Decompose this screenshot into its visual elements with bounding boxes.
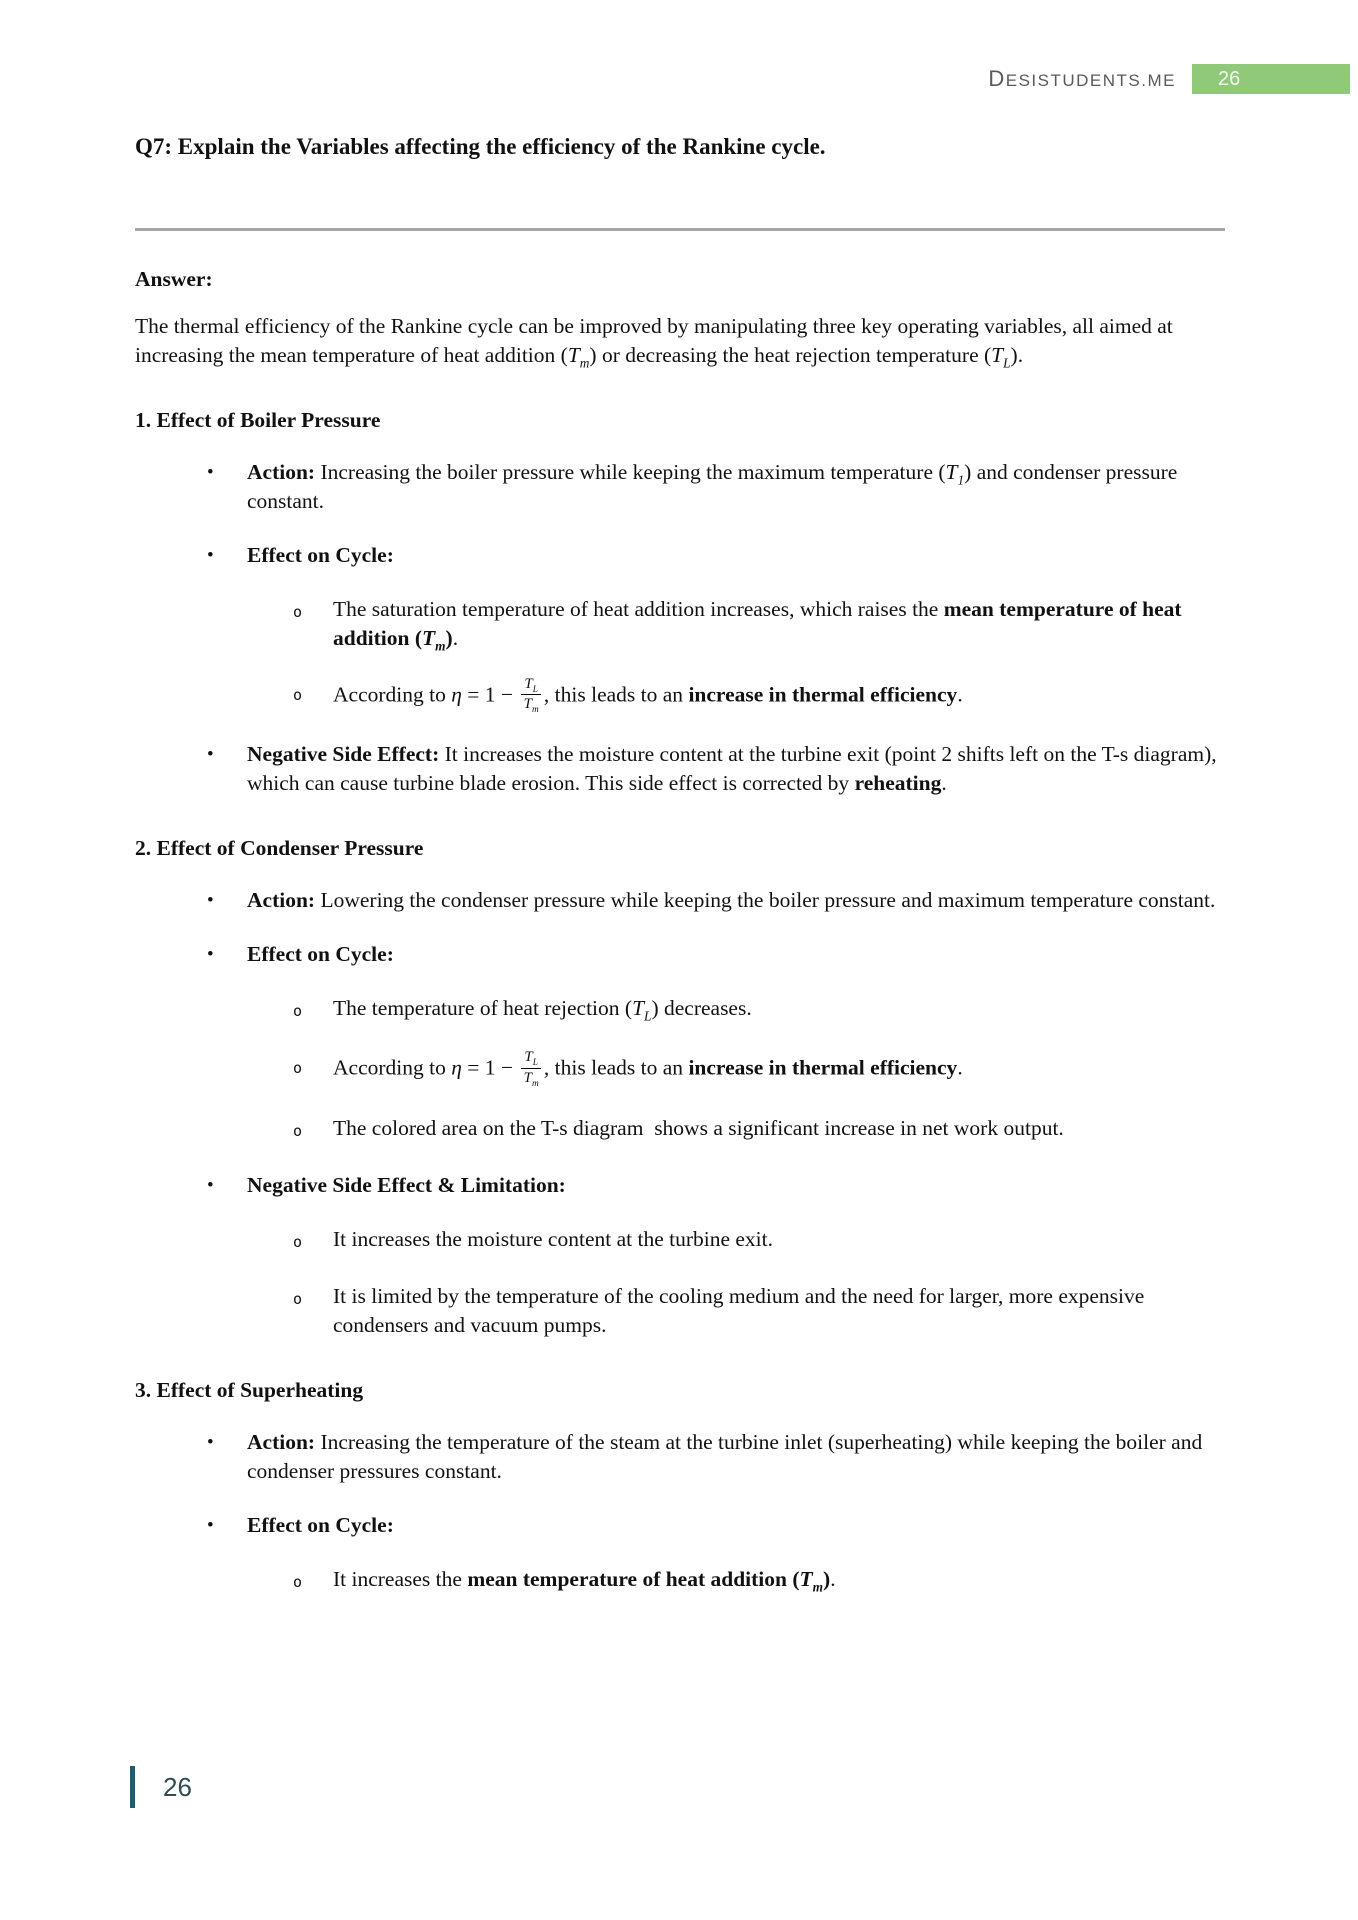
bullet-icon: • (207, 944, 214, 966)
text-run: According to (333, 1056, 452, 1081)
bullet-text (333, 1282, 1225, 1340)
text-run: Effect on Cycle: (247, 942, 394, 967)
circle-bullet-icon: o (293, 1121, 303, 1140)
bullet-item (135, 1171, 1225, 1200)
footer-accent-bar (130, 1766, 135, 1808)
sub-bullet-item (135, 994, 1225, 1026)
text-run: , this leads to an (543, 1056, 689, 1081)
math-variable: $T_m$ (422, 625, 446, 654)
text-run: ) decreases. (651, 996, 752, 1021)
text-run: The saturation temperature of heat addition increases, which raises the (333, 596, 944, 621)
text-run: = 1 − (461, 1056, 519, 1081)
text-run: increase in thermal efficiency (688, 682, 958, 707)
text-run: Negative Side Effect & Limitation: (247, 1172, 566, 1197)
bullet-text (333, 1114, 1225, 1146)
bullet-text (333, 994, 1225, 1026)
text-run: It increases the (333, 1566, 468, 1591)
math-variable: $T_m$ (799, 1566, 824, 1595)
text-run: According to (333, 682, 452, 707)
text-run: Action: (247, 1429, 316, 1454)
document-content (135, 0, 1225, 1597)
title-divider (135, 228, 1225, 231)
fraction-formula (521, 1049, 541, 1087)
page-footer (130, 1766, 192, 1808)
text-run: The colored area on the T-s diagram shows a significant increase in net work output. (333, 1115, 1064, 1140)
text-run: ) or decreasing the heat rejection temperature ( (589, 342, 992, 367)
bullet-item (135, 1511, 1225, 1540)
bullet-icon: • (207, 1514, 214, 1536)
text-run: The temperature of heat rejection ( (333, 996, 633, 1021)
sub-bullet-item (135, 595, 1225, 653)
bullet-text (247, 458, 1225, 516)
text-run: . (452, 625, 459, 650)
circle-bullet-icon: o (293, 1572, 303, 1591)
sub-bullet-item (135, 1565, 1225, 1597)
math-variable: $T_L$ (632, 996, 652, 1024)
sub-bullet-item (135, 675, 1225, 716)
sub-bullet-item (135, 1051, 1225, 1089)
bullet-item (135, 940, 1225, 969)
bullet-icon: • (207, 544, 214, 566)
text-run: ) (823, 1566, 831, 1591)
circle-bullet-icon: o (293, 1059, 303, 1078)
bullet-text (247, 1171, 1225, 1200)
math-variable: $T_m$ (523, 1069, 539, 1089)
text-run: It increases the moisture content at the turbine exit. (333, 1226, 774, 1251)
bullet-text (333, 1565, 1225, 1597)
circle-bullet-icon: o (293, 1232, 303, 1251)
section-heading: 2. Effect of Condenser Pressure (135, 836, 424, 861)
bullet-text (247, 1428, 1225, 1486)
bullet-item (135, 458, 1225, 516)
text-run: . (957, 1056, 963, 1081)
bullet-icon: • (207, 1174, 214, 1196)
math-variable: $T_1$ (945, 459, 965, 488)
bullet-text (333, 675, 1225, 716)
bullet-icon: • (207, 890, 214, 912)
text-run: Effect on Cycle: (247, 1512, 394, 1537)
footer-page-number: 26 (163, 1771, 192, 1802)
content-section (135, 408, 1225, 799)
sub-bullet-item (135, 1282, 1225, 1340)
bullet-text (333, 1051, 1225, 1089)
content-section (135, 836, 1225, 1340)
bullet-text (247, 740, 1225, 798)
text-run: Action: (247, 888, 316, 913)
sections-container (135, 408, 1225, 1597)
text-run: , this leads to an (543, 682, 689, 707)
text-run: It increases the moisture content at the turbine exit (point 2 shifts left on the T-s diagram), which can cause turbine blade erosion. This side effect is corrected by (247, 742, 1217, 796)
content-section (135, 1378, 1225, 1597)
text-run: Effect on Cycle: (247, 542, 394, 567)
site-name: DESISTUDENTS.ME (988, 66, 1176, 91)
text-run: reheating (854, 771, 942, 796)
bullet-item (135, 886, 1225, 915)
text-run: Increasing the boiler pressure while keeping the maximum temperature ( (315, 459, 946, 484)
bullet-item (135, 740, 1225, 798)
text-run: ) (445, 625, 453, 650)
circle-bullet-icon: o (293, 1002, 303, 1021)
text-run: The thermal efficiency of the Rankine cycle can be improved by manipulating three key operating variables, all aimed at increasing the mean temperature of heat addition ( (135, 313, 1173, 367)
text-run: Negative Side Effect: (247, 742, 440, 767)
bullet-icon: • (207, 1431, 214, 1453)
bullet-text (247, 541, 1225, 570)
bullet-text (247, 940, 1225, 969)
math-variable: η (451, 1056, 462, 1081)
intro-paragraph (135, 312, 1225, 370)
bullet-text (247, 886, 1225, 915)
bullet-icon: • (207, 744, 214, 766)
bullet-item (135, 541, 1225, 570)
text-run: mean temperature of heat addition ( (333, 596, 1182, 650)
bullet-icon: • (207, 461, 214, 483)
question-title: Q7: Explain the Variables affecting the efficiency of the Rankine cycle. (135, 134, 826, 159)
bullet-text (247, 1511, 1225, 1540)
text-run: Increasing the temperature of the steam at the turbine inlet (superheating) while keeping the boiler and condenser pressures constant. (247, 1429, 1203, 1483)
section-heading: 1. Effect of Boiler Pressure (135, 407, 381, 432)
text-run: . (957, 682, 963, 707)
page-number-badge: 26 (1192, 64, 1350, 94)
text-run: ). (1010, 342, 1024, 367)
math-variable: $T_L$ (524, 675, 538, 695)
circle-bullet-icon: o (293, 602, 303, 621)
bullet-text (333, 595, 1225, 653)
text-run: . (830, 1566, 836, 1591)
page-header (988, 64, 1350, 94)
circle-bullet-icon: o (293, 1289, 303, 1308)
math-variable: $T_m$ (523, 696, 539, 716)
text-run: Lowering the condenser pressure while keeping the boiler pressure and maximum temperature constant. (315, 888, 1216, 913)
text-run: ) and condenser pressure constant. (247, 459, 1178, 513)
section-heading: 3. Effect of Superheating (135, 1377, 364, 1402)
text-run: mean temperature of heat addition ( (467, 1566, 800, 1591)
text-run: . (941, 771, 947, 796)
sub-bullet-item (135, 1114, 1225, 1146)
math-variable: $T_L$ (991, 342, 1011, 371)
circle-bullet-icon: o (293, 685, 303, 704)
text-run: It is limited by the temperature of the cooling medium and the need for larger, more expensive condensers and vacuum pumps. (333, 1283, 1145, 1337)
math-variable: $T_m$ (567, 342, 590, 371)
bullet-item (135, 1428, 1225, 1486)
sub-bullet-item (135, 1225, 1225, 1257)
fraction-formula (521, 676, 541, 714)
bullet-text (333, 1225, 1225, 1257)
text-run: = 1 − (461, 682, 519, 707)
math-variable: $T_L$ (524, 1049, 538, 1069)
answer-label: Answer: (135, 266, 213, 291)
math-variable: η (451, 682, 462, 707)
text-run: Action: (247, 459, 316, 484)
text-run: increase in thermal efficiency (688, 1056, 958, 1081)
